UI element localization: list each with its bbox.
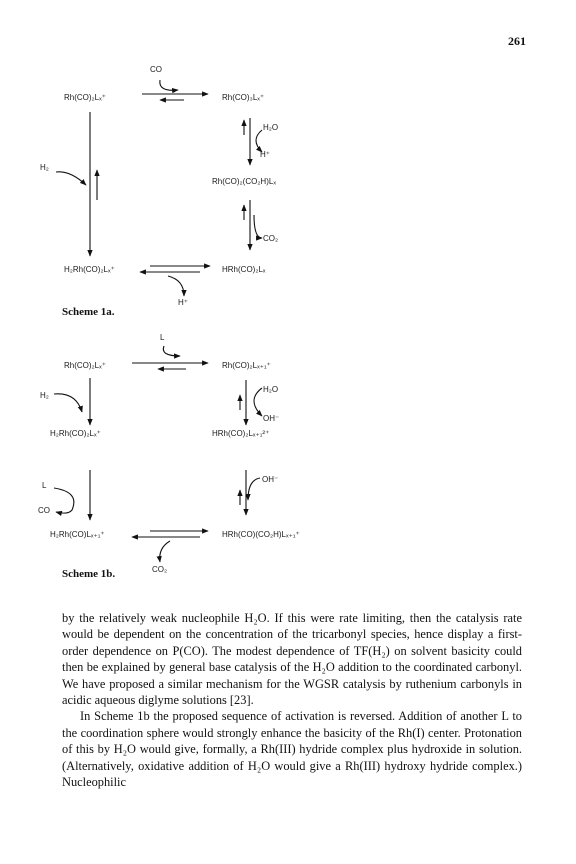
s1b-rh-co2-lx: Rh(CO)₂Lₓ⁺ [64, 361, 106, 370]
page-number: 261 [508, 34, 526, 48]
s1b-l-label: L [160, 333, 165, 342]
s1a-carboxylate-intermediate: Rh(CO)₂(CO₂H)Lₓ [212, 177, 276, 186]
s1b-h2-label: H₂ [40, 391, 49, 400]
s1a-h2-label: H₂ [40, 163, 49, 172]
s1b-h2rh-co-complex: H₂Rh(CO)Lₓ₊₁⁺ [50, 530, 105, 539]
s1b-h2rh-complex: H₂Rh(CO)₂Lₓ⁺ [50, 429, 101, 438]
s1a-co-label: CO [150, 65, 162, 74]
s1a-co-curved-arrow [160, 80, 178, 90]
s1b-h2o-curved-arrow [254, 388, 262, 416]
scheme-1b-caption: Scheme 1b. [62, 568, 116, 580]
s1a-co2-curved-arrow [254, 215, 262, 238]
s1b-h2o-label: H₂O [263, 385, 279, 394]
s1a-h2o-label: H₂O [263, 123, 279, 132]
s1a-hrh-complex: HRh(CO)₂Lₓ [222, 265, 266, 274]
s1a-co2-label: CO₂ [263, 234, 279, 243]
s1b-oh-label: OH⁻ [263, 414, 280, 423]
s1a-rh-co3-lx: Rh(CO)₃Lₓ⁺ [222, 93, 265, 102]
scheme-1a-caption: Scheme 1a. [62, 306, 115, 318]
s1b-hrh-carboxylate: HRh(CO)(CO₂H)Lₓ₊₁⁺ [222, 530, 300, 539]
s1a-h2rh-complex: H₂Rh(CO)₂Lₓ⁺ [64, 265, 115, 274]
s1a-hplus-bottom-label: H⁺ [178, 298, 188, 307]
paragraph-1: by the relatively weak nucleophile H₂O. If this were rate limiting, then the catalysis rate would be dependent on the concentration of the tricarbonyl species, hence display a first-order dependence on P(CO). The modest dependence of TF(H₂) on solvent basicity could then be explained by general base catalysis of the H₂O addition to the coordinated carbonyl. We have proposed a similar mechanism for the WGSR catalysis by ruthenium carbonyls in acidic aqueous diglyme solutions [23]. [62, 611, 522, 708]
s1b-co2-label: CO₂ [152, 565, 168, 574]
body-text [62, 610, 522, 790]
s1a-hplus-label: H⁺ [260, 150, 270, 159]
s1b-oh-curved-arrow [248, 478, 260, 500]
s1b-oh-label-2: OH⁻ [262, 475, 279, 484]
s1b-l-label-2: L [42, 481, 47, 490]
paragraph-2: In Scheme 1b the proposed sequence of activation is reversed. Addition of another L to the coordination sphere would strongly enhance the basicity of the Rh(I) center. Protonation of this by H₂O would give, formally, a Rh(III) hydride complex plus hydroxide in solution. (Alternatively, oxidative addition of H₂O would give a Rh(III) hydroxy hydride complex.) Nucleophilic [62, 709, 522, 790]
s1a-hplus-curved-arrow [168, 276, 184, 296]
s1a-h2-curved-arrow [56, 172, 86, 185]
s1b-co2-curved-arrow [160, 541, 170, 562]
s1b-l-curved-arrow [163, 346, 180, 356]
s1b-h2-curved-arrow [54, 394, 82, 412]
s1b-hrh-dication: HRh(CO)₂Lₓ₊₁²⁺ [212, 429, 270, 438]
s1b-co-label: CO [38, 506, 50, 515]
s1a-rh-co2-lx: Rh(CO)₂Lₓ⁺ [64, 93, 106, 102]
s1b-l-co-curved-arrow [54, 488, 74, 513]
s1b-rh-co2-lx1: Rh(CO)₂Lₓ₊₁⁺ [222, 361, 271, 370]
s1a-h2o-curved-arrow [256, 130, 262, 152]
